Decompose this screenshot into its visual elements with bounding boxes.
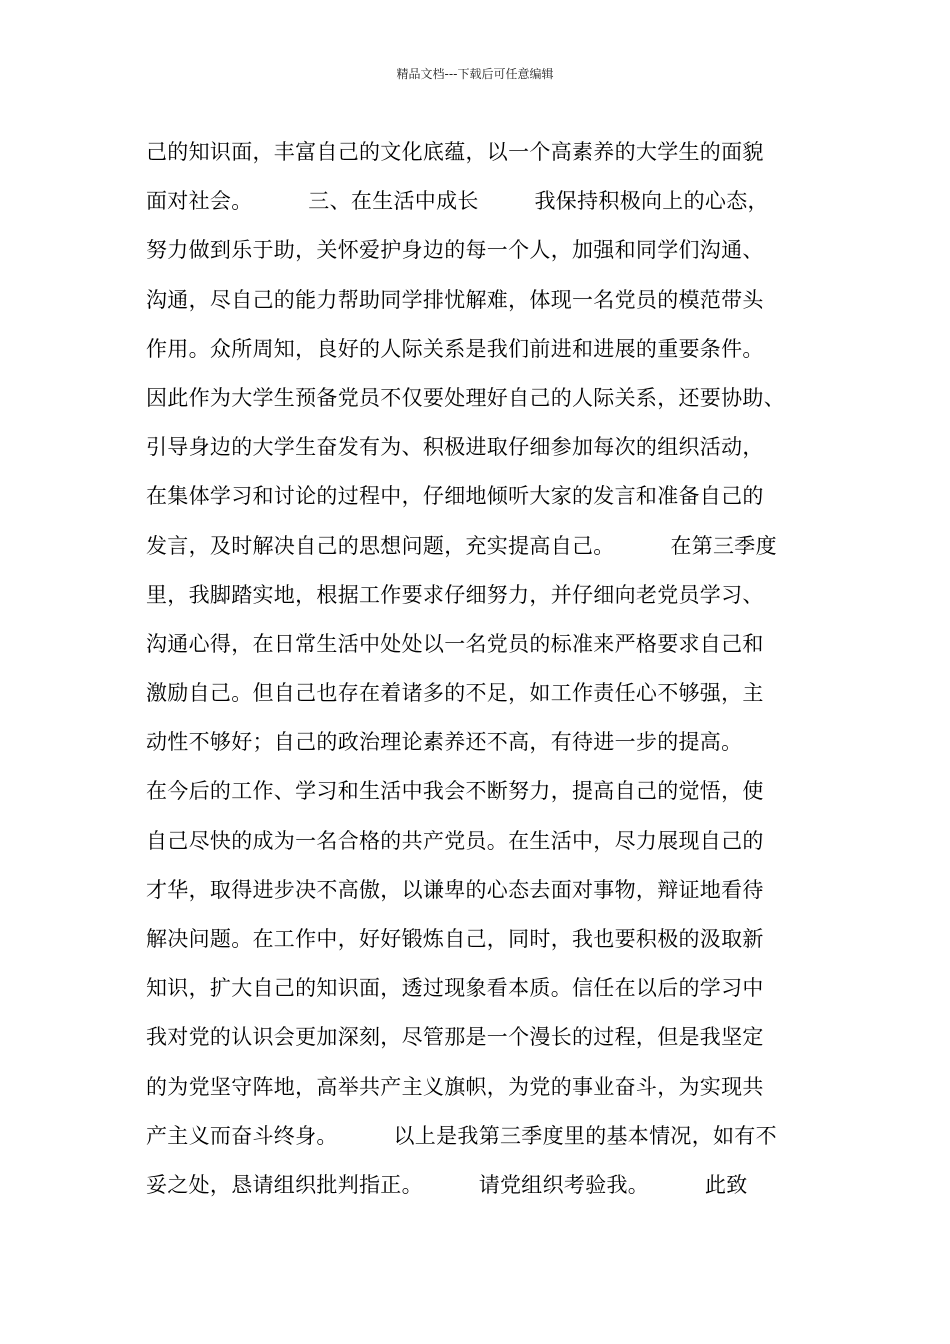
text-line: 在今后的工作、学习和生活中我会不断努力，提高自己的觉悟，使 [146,779,764,804]
text-line: 产主义而奋斗终身。 以上是我第三季度里的基本情况，如有不 [146,1123,777,1148]
text-line: 在集体学习和讨论的过程中，仔细地倾听大家的发言和准备自己的 [146,484,764,509]
text-line: 的为党坚守阵地，高举共产主义旗帜，为党的事业奋斗，为实现共 [146,1074,764,1099]
body-text [146,128,836,1210]
text-line: 作用。众所周知，良好的人际关系是我们前进和进展的重要条件。 [146,336,764,361]
text-line: 激励自己。但自己也存在着诸多的不足，如工作责任心不够强，主 [146,681,764,706]
text-line: 自己尽快的成为一名合格的共产党员。在生活中，尽力展现自己的 [146,828,764,853]
text-line: 引导身边的大学生奋发有为、积极进取仔细参加每次的组织活动， [146,435,764,460]
text-line: 知识，扩大自己的知识面，透过现象看本质。信任在以后的学习中 [146,976,764,1001]
text-line: 沟通，尽自己的能力帮助同学排忧解难，体现一名党员的模范带头 [146,287,764,312]
text-line: 己的知识面，丰富自己的文化底蕴，以一个高素养的大学生的面貌 [146,140,764,164]
text-line: 我对党的认识会更加深刻，尽管那是一个漫长的过程，但是我坚定 [146,1025,764,1050]
text-line: 里，我脚踏实地，根据工作要求仔细努力，并仔细向老党员学习、 [146,582,764,607]
text-line: 努力做到乐于助，关怀爱护身边的每一个人，加强和同学们沟通、 [146,238,764,263]
page-header: 精品文档---下载后可任意编辑 [396,67,554,81]
text-line: 发言，及时解决自己的思想问题，充实提高自己。 在第三季度 [146,533,777,558]
text-line: 动性不够好；自己的政治理论素养还不高，有待进一步的提高。 [146,730,743,755]
text-line: 沟通心得，在日常生活中处处以一名党员的标准来严格要求自己和 [146,631,764,656]
text-line: 面对社会。 三、在生活中成长 我保持积极向上的心态， [146,189,769,214]
text-line: 因此作为大学生预备党员不仅要处理好自己的人际关系，还要协助、 [146,385,785,410]
text-line: 才华，取得进步决不高傲，以谦卑的心态去面对事物，辩证地看待 [146,877,764,902]
text-line: 解决问题。在工作中，好好锻炼自己，同时，我也要积极的汲取新 [146,927,764,951]
text-line: 妥之处，恳请组织批判指正。 请党组织考验我。 此致 [146,1172,748,1197]
